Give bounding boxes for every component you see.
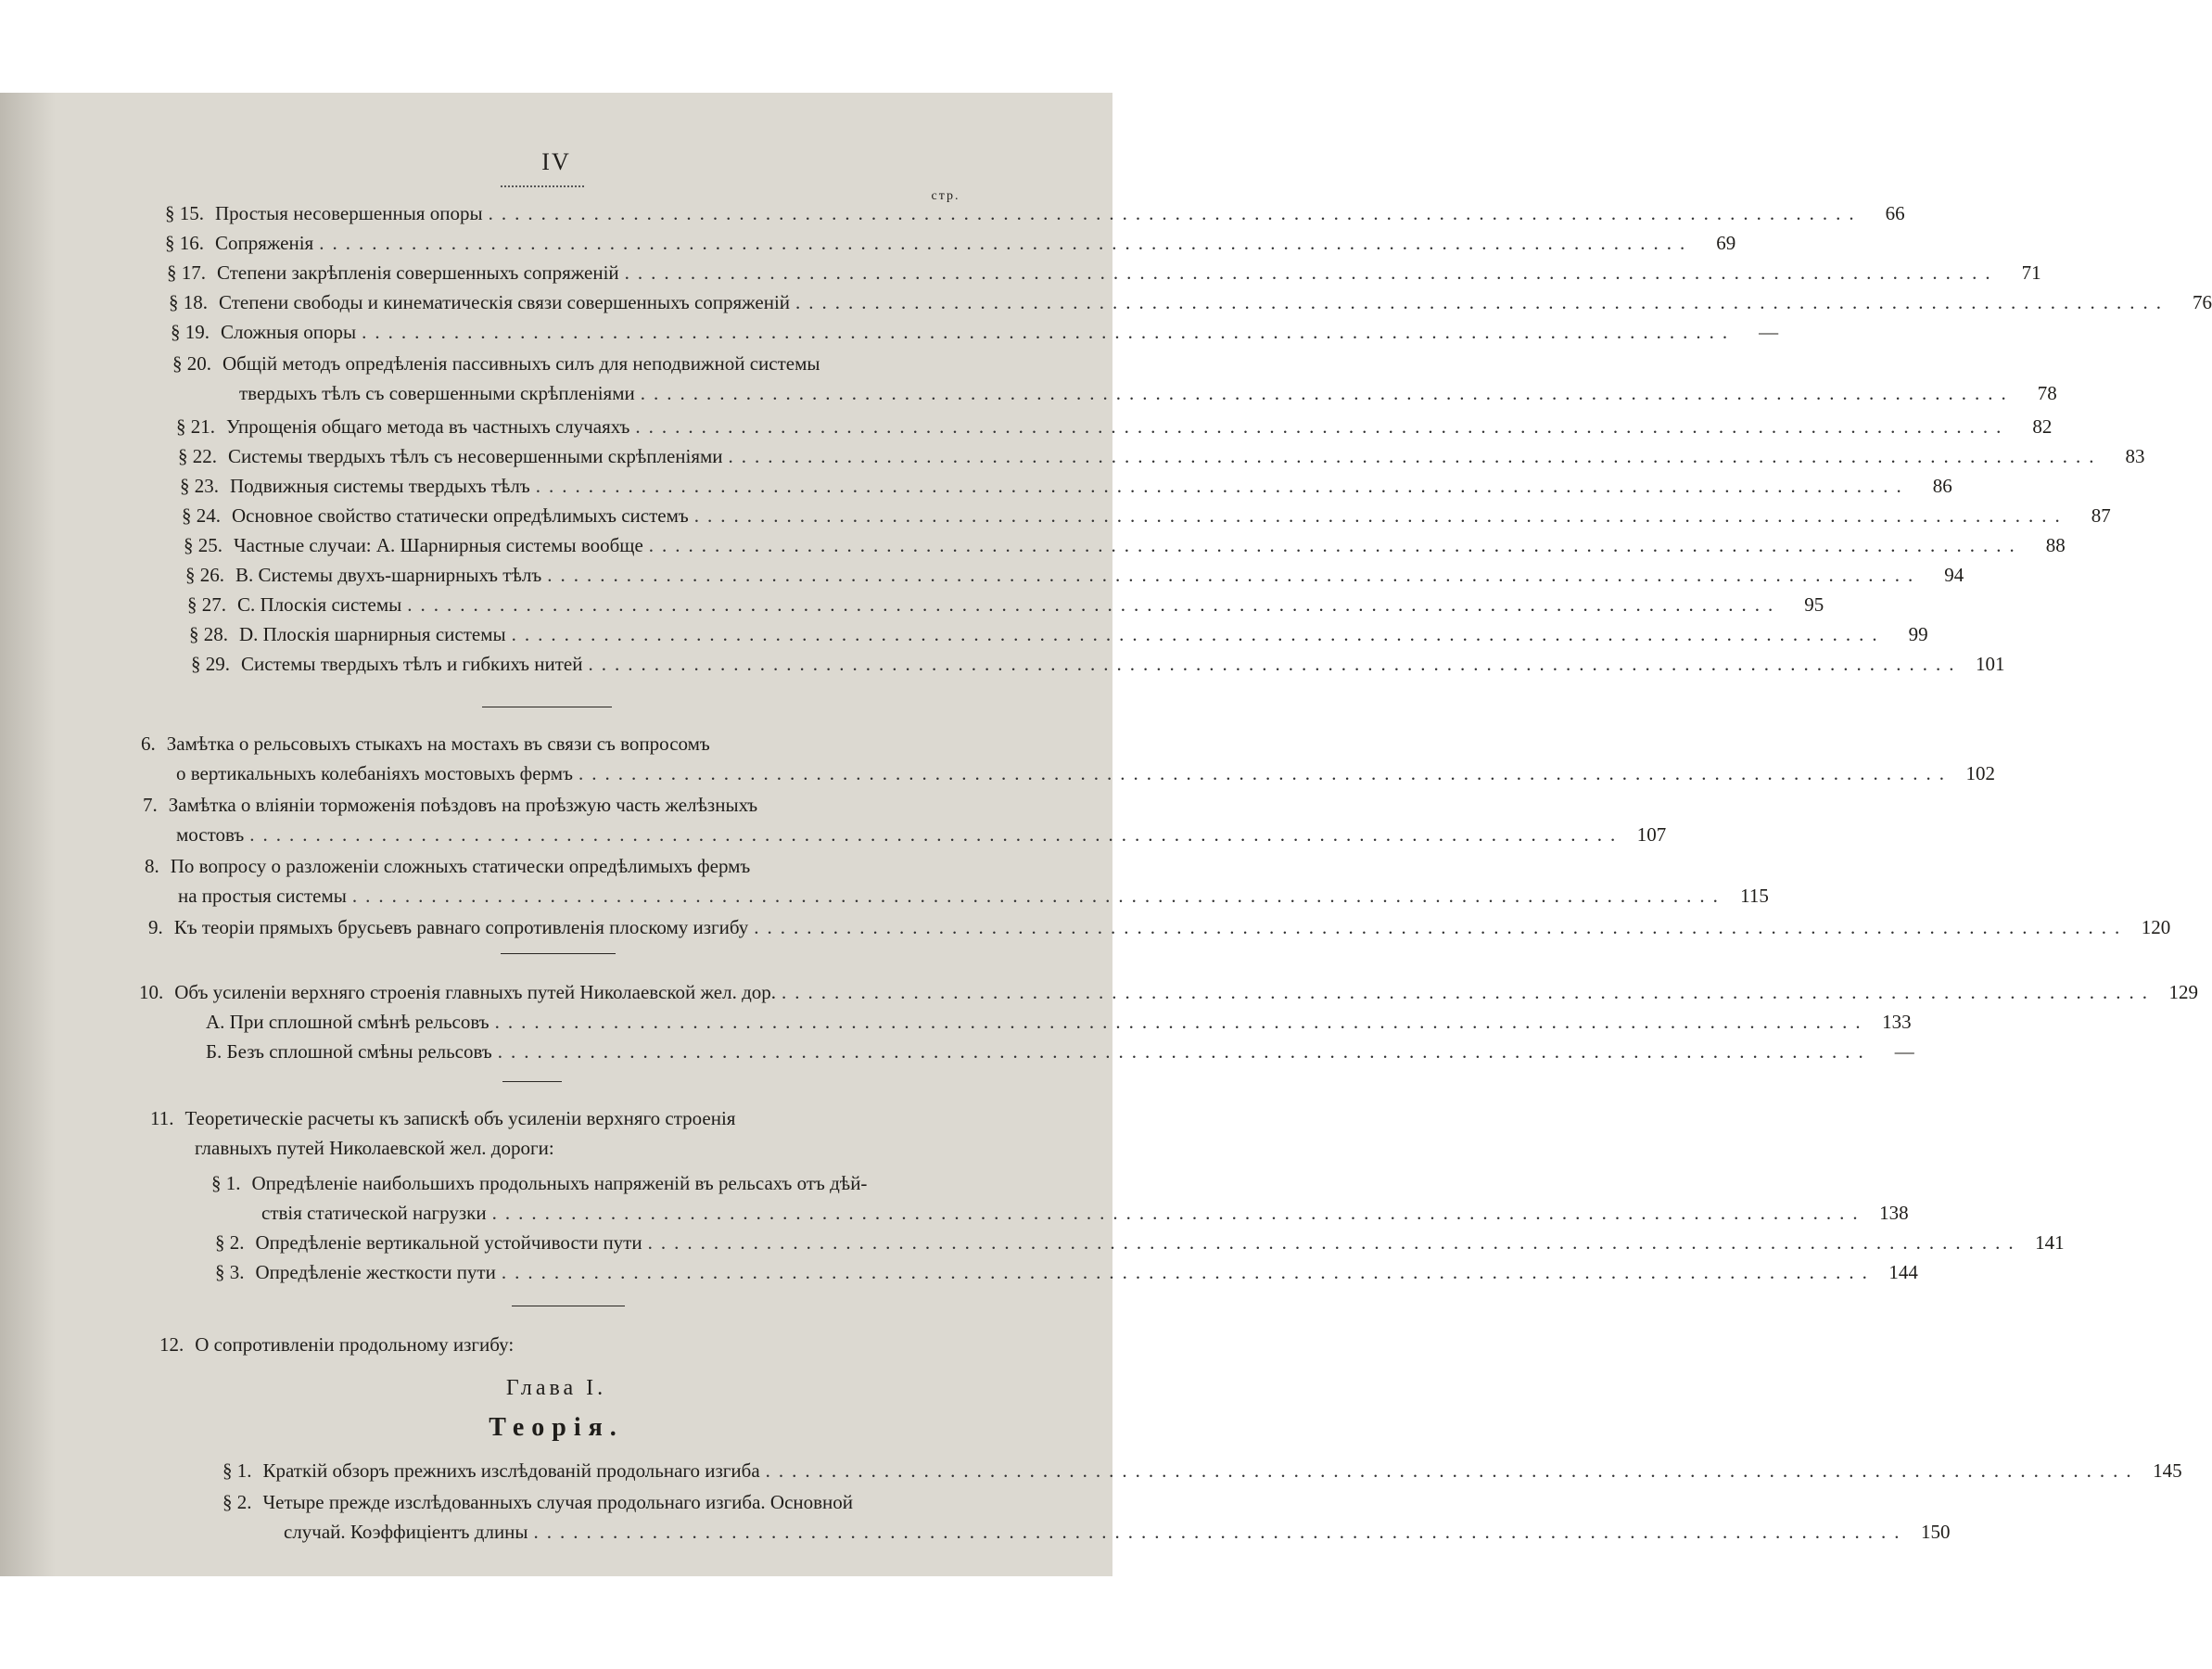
entry-page: 102 — [1965, 762, 1995, 784]
entry-title: В. Системы двухъ-шарнирныхъ тѣлъ — [235, 564, 542, 586]
toc-entry-continuation — [176, 762, 1995, 785]
entry-number: § 2. — [215, 1231, 245, 1254]
toc-entry — [145, 855, 966, 878]
entry-page: 150 — [1921, 1521, 1951, 1543]
toc-entry — [141, 733, 966, 756]
toc-entry — [189, 623, 1928, 646]
leader-dots: ........................................................................................................ — [535, 475, 1910, 497]
leader-dots: ........................................................................................................ — [765, 1459, 2140, 1482]
entry-title: Системы твердыхъ тѣлъ и гибкихъ нитей — [241, 653, 583, 675]
entry-page: 101 — [1975, 653, 2005, 675]
toc-entry-continuation — [284, 1521, 1951, 1544]
toc-subentry — [222, 1459, 2182, 1483]
entry-number: § 17. — [167, 261, 206, 284]
entry-number: § 2. — [222, 1491, 252, 1513]
leader-dots: ........................................................................................................ — [728, 445, 2103, 467]
leader-dots: ........................................................................................................ — [635, 415, 2010, 438]
entry-page: 141 — [2035, 1231, 2065, 1254]
page-folio: IV — [541, 148, 571, 175]
entry-page: 120 — [2141, 916, 2171, 938]
entry-title: С. Плоскія системы — [237, 593, 402, 616]
entry-page: 95 — [1804, 593, 1824, 616]
leader-dots: ........................................................................................................ — [533, 1521, 1908, 1543]
entry-page: 99 — [1908, 623, 1928, 645]
entry-page: — — [1759, 321, 1779, 343]
leader-dots: ........................................................................................................ — [511, 623, 1886, 645]
entry-title-continued: на простыя системы — [178, 885, 347, 907]
entry-title: Теоретическіе расчеты къ запискѣ объ усиленіи верхняго строенія — [184, 1107, 736, 1129]
entry-title: Частные случаи: А. Шарнирныя системы вообще — [234, 534, 643, 556]
entry-number: 12. — [159, 1333, 184, 1356]
entry-number: § 20. — [172, 352, 211, 375]
entry-number: 8. — [145, 855, 159, 877]
leader-dots: ........................................................................................................ — [578, 762, 1952, 784]
entry-number: § 1. — [211, 1172, 241, 1194]
entry-number: 10. — [139, 981, 164, 1003]
toc-entry — [176, 415, 2053, 439]
entry-number: § 26. — [185, 564, 224, 586]
entry-page: — — [1894, 1040, 1914, 1063]
entry-title: Замѣтка о рельсовыхъ стыкахъ на мостахъ въ связи съ вопросомъ — [166, 733, 710, 755]
leader-dots: ........................................................................................................ — [693, 504, 2068, 527]
toc-subentry — [222, 1491, 996, 1514]
leader-dots: ........................................................................................................ — [648, 534, 2023, 556]
entry-number: § 27. — [187, 593, 226, 616]
entry-page: 71 — [2021, 261, 2041, 284]
entry-title: Основное свойство статически опредѣлимыхъ системъ — [232, 504, 689, 527]
entry-title: Къ теоріи прямыхъ брусьевъ равнаго сопротивленія плоскому изгибу — [173, 916, 749, 938]
entry-title: О сопротивленіи продольному изгибу: — [195, 1333, 515, 1356]
toc-entry — [178, 445, 2145, 468]
entry-page: 107 — [1636, 823, 1667, 846]
toc-entry — [171, 321, 1779, 344]
toc-entry — [187, 593, 1824, 617]
leader-dots: ........................................................................................................ — [640, 382, 2015, 404]
entry-title: Сопряженія — [215, 232, 314, 254]
entry-title: Степени закрѣпленія совершенныхъ сопряженій — [217, 261, 619, 284]
entry-number: § 29. — [191, 653, 230, 675]
book-page — [0, 93, 2212, 1576]
leader-dots: ........................................................................................................ — [249, 823, 1624, 846]
entry-page: 115 — [1740, 885, 1769, 907]
leader-dots: ........................................................................................................ — [319, 232, 1694, 254]
entry-number: § 15. — [165, 202, 204, 224]
section-divider — [501, 953, 616, 954]
entry-title: Опредѣленіе жесткости пути — [255, 1261, 496, 1283]
entry-page: 78 — [2037, 382, 2057, 404]
entry-title: Четыре прежде изслѣдованныхъ случая продольнаго изгиба. Основной — [262, 1491, 854, 1513]
toc-entry — [159, 1333, 975, 1357]
entry-title: Опредѣленіе наибольшихъ продольныхъ напряженій въ рельсахъ отъ дѣй- — [251, 1172, 868, 1194]
entry-title-continued: о вертикальныхъ колебаніяхъ мостовыхъ фермъ — [176, 762, 573, 784]
toc-entry — [191, 653, 2005, 676]
entry-title: Б. Безъ сплошной смѣны рельсовъ — [206, 1040, 492, 1063]
leader-dots: ........................................................................................................ — [588, 653, 1963, 675]
toc-subentry — [211, 1172, 986, 1195]
leader-dots: ........................................................................................................ — [754, 916, 2129, 938]
entry-number: § 21. — [176, 415, 215, 438]
chapter-heading: Глава I. — [505, 1376, 607, 1400]
entry-title: Степени свободы и кинематическія связи совершенныхъ сопряженій — [219, 291, 791, 313]
entry-page: 87 — [2091, 504, 2111, 527]
entry-page: 94 — [1944, 564, 1964, 586]
entry-page: 88 — [2045, 534, 2066, 556]
entry-title: Опредѣленіе вертикальной устойчивости пути — [255, 1231, 642, 1254]
entry-title: Простыя несовершенныя опоры — [215, 202, 483, 224]
leader-dots: ........................................................................................................ — [407, 593, 1782, 616]
leader-dots: ........................................................................................................ — [547, 564, 1922, 586]
toc-entry — [172, 352, 962, 376]
toc-subentry — [206, 1011, 1912, 1034]
entry-title: Системы твердыхъ тѣлъ съ несовершенными скрѣпленіями — [228, 445, 723, 467]
entry-page: 76 — [2193, 291, 2212, 313]
leader-dots: ........................................................................................................ — [362, 321, 1736, 343]
section-divider — [502, 1081, 562, 1082]
entry-number: § 28. — [189, 623, 228, 645]
leader-dots: ........................................................................................................ — [624, 261, 1999, 284]
entry-title: Подвижныя системы твердыхъ тѣлъ — [230, 475, 530, 497]
toc-entry — [182, 504, 2111, 528]
toc-entry — [148, 916, 2171, 939]
entry-page: 69 — [1716, 232, 1736, 254]
entry-number: 6. — [141, 733, 156, 755]
toc-subentry — [206, 1040, 1914, 1064]
page-column-heading: стр. — [931, 189, 960, 203]
entry-title: D. Плоскія шарнирныя системы — [239, 623, 506, 645]
part-heading: Теорія. — [489, 1413, 624, 1442]
entry-number: § 25. — [184, 534, 222, 556]
entry-title: Общій методъ опредѣленія пассивныхъ силъ для неподвижной системы — [222, 352, 820, 375]
toc-entry — [150, 1107, 985, 1130]
leader-dots: ........................................................................................................ — [647, 1231, 2022, 1254]
leader-dots: ........................................................................................................ — [497, 1040, 1872, 1063]
toc-entry-continuation — [178, 885, 1769, 908]
entry-number: 11. — [150, 1107, 174, 1129]
entry-number: § 22. — [178, 445, 217, 467]
toc-entry-continuation — [176, 823, 1667, 847]
toc-entry — [169, 291, 2212, 314]
leader-dots: ........................................................................................................ — [488, 202, 1862, 224]
toc-entry — [185, 564, 1964, 587]
toc-entry — [165, 202, 1905, 225]
entry-title: По вопросу о разложеніи сложныхъ статически опредѣлимыхъ фермъ — [170, 855, 751, 877]
entry-number: § 18. — [169, 291, 208, 313]
entry-title: Замѣтка о вліяніи торможенія поѣздовъ на проѣзжую часть желѣзныхъ — [168, 794, 758, 816]
entry-title: Упрощенія общаго метода въ частныхъ случаяхъ — [226, 415, 630, 438]
entry-title-continued: ствія статической нагрузки — [261, 1202, 487, 1224]
entry-title: Краткій обзоръ прежнихъ изслѣдованій продольнаго изгиба — [262, 1459, 760, 1482]
entry-title-continued: главныхъ путей Николаевской жел. дороги: — [195, 1137, 554, 1159]
entry-number: § 23. — [180, 475, 219, 497]
toc-entry — [139, 981, 2199, 1004]
entry-title: Сложныя опоры — [221, 321, 357, 343]
toc-entry — [167, 261, 2041, 285]
leader-dots: ........................................................................................................ — [795, 291, 2170, 313]
leader-dots: ........................................................................................................ — [782, 981, 2156, 1003]
entry-number: § 19. — [171, 321, 210, 343]
entry-title-continued: случай. Коэффиціентъ длины — [284, 1521, 528, 1543]
leader-dots: ........................................................................................................ — [351, 885, 1726, 907]
entry-page: 129 — [2168, 981, 2199, 1003]
leader-dots: ........................................................................................................ — [501, 1261, 1875, 1283]
entry-page: 144 — [1888, 1261, 1918, 1283]
entry-title: Объ усиленіи верхняго строенія главныхъ путей Николаевской жел. дор. — [174, 981, 777, 1003]
leader-dots: ........................................................................................................ — [494, 1011, 1869, 1033]
entry-page: 138 — [1879, 1202, 1909, 1224]
toc-entry-continuation — [239, 382, 2057, 405]
entry-number: § 24. — [182, 504, 221, 527]
entry-number: § 1. — [222, 1459, 252, 1482]
toc-entry — [180, 475, 1952, 498]
entry-title: А. При сплошной смѣнѣ рельсовъ — [206, 1011, 489, 1033]
toc-entry — [165, 232, 1736, 255]
entry-title-continued: мостовъ — [176, 823, 245, 846]
entry-page: 66 — [1885, 202, 1905, 224]
toc-subentry — [215, 1261, 1918, 1284]
page-gutter-shadow — [0, 93, 56, 1576]
entry-number: § 16. — [165, 232, 204, 254]
entry-number: 7. — [143, 794, 158, 816]
folio-underline — [501, 185, 584, 187]
entry-page: 145 — [2153, 1459, 2182, 1482]
entry-number: 9. — [148, 916, 163, 938]
entry-number: § 3. — [215, 1261, 245, 1283]
entry-page: 86 — [1932, 475, 1952, 497]
leader-dots: ........................................................................................................ — [491, 1202, 1866, 1224]
entry-page: 133 — [1882, 1011, 1912, 1033]
toc-entry-continuation — [261, 1202, 1909, 1225]
toc-entry — [143, 794, 966, 817]
entry-title-continued: твердыхъ тѣлъ съ совершенными скрѣпленіями — [239, 382, 635, 404]
toc-entry — [184, 534, 2066, 557]
entry-page: 82 — [2032, 415, 2053, 438]
entry-page: 83 — [2125, 445, 2145, 467]
toc-subentry — [215, 1231, 2065, 1255]
